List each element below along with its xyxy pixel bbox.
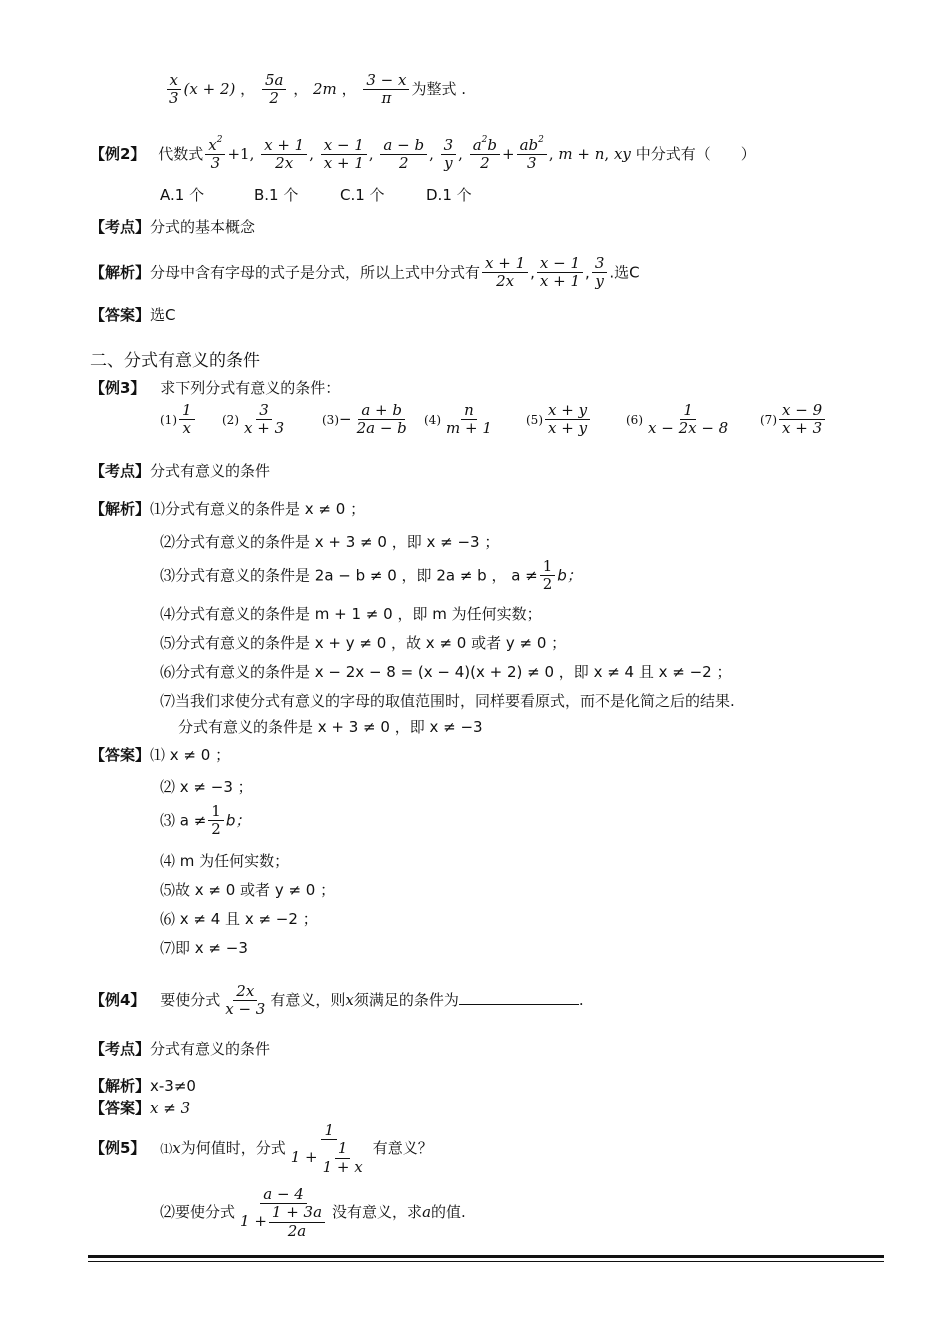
example-3-answer-2: ⑵ x ≠ −3 ； — [160, 778, 253, 796]
fraction: $\frac{x^2}{3}$ — [205, 137, 225, 173]
example-3-analysis-6: ⑹分式有意义的条件是 x − 2x − 8 = (x − 4)(x + 2) ≠ 0 ，即 x ≠ 4 且 x ≠ −2 ； — [160, 663, 732, 681]
example-4-analysis: 【解析】x-3≠0 — [90, 1077, 196, 1095]
fraction: $\frac{x - 9}{x + 3}$ — [779, 402, 825, 438]
example-3-analysis-3: ⑶分式有意义的条件是 2a − b ≠ 0 ，即 2a ≠ b ， a ≠ $\frac{1}{2}$ b； — [160, 557, 582, 594]
example-3-analysis-5: ⑸分式有意义的条件是 x + y ≠ 0 ，故 x ≠ 0 或者 y ≠ 0 ； — [160, 634, 567, 652]
fraction: $\frac{3}{y}$ — [441, 137, 457, 173]
example-3-answer-6: ⑹ x ≠ 4 且 x ≠ −2 ； — [160, 910, 318, 928]
example-2-topic: 【考点】分式的基本概念 — [90, 218, 256, 236]
fraction: $\frac{1}{2}$ — [208, 803, 224, 839]
fraction: $\frac{x - 1}{x + 1}$ — [537, 255, 583, 291]
example-5-question-2: ⑵要使分式 a − 4 1 + $\frac{1 + 3a}{2a}$ 没有意义，求a的值. — [160, 1185, 466, 1240]
fraction: $\frac{3}{y}$ — [592, 255, 608, 291]
footer-rule-thin — [88, 1261, 884, 1262]
fraction: $\frac{x + 1}{2x}$ — [482, 255, 528, 291]
example-3-answer-5: ⑸故 x ≠ 0 或者 y ≠ 0 ； — [160, 881, 336, 899]
example-2-answer: 【答案】选C — [90, 306, 176, 324]
fraction: $\frac{x}{3}$ — [166, 72, 182, 108]
fraction: $\frac{a - b}{2}$ — [380, 137, 427, 173]
example-3-question: 【例3】 求下列分式有意义的条件： — [90, 379, 341, 397]
example-2-analysis: 【解析】分母中含有字母的式子是分式，所以上式中分式有 $\frac{x + 1}{2x}$ , $\frac{x - 1}{x + 1}$ , $\frac{3}{y}$ .选C — [90, 254, 640, 291]
fraction: $\frac{a + b}{2a - b}$ — [356, 401, 407, 438]
nested-fraction: 1 1 + $\frac{1}{1 + x}$ — [290, 1121, 363, 1176]
example-3-analysis-4: ⑷分式有意义的条件是 m + 1 ≠ 0 ，即 m 为任何实数； — [160, 605, 542, 623]
example-3-analysis-8: 分式有意义的条件是 x + 3 ≠ 0 ，即 x ≠ −3 — [178, 718, 483, 736]
integral-expressions-line: $\frac{x}{3}$ (x + 2) ， $\frac{5a}{2}$ ， 2m ， $\frac{3 - x}{\pi}$ 为整式 . — [164, 72, 466, 108]
example-3-analysis-2: ⑵分式有意义的条件是 x + 3 ≠ 0 ，即 x ≠ −3 ； — [160, 533, 500, 551]
example-3-answer-1: 【答案】⑴ x ≠ 0 ； — [90, 746, 231, 764]
fraction: $\frac{n}{m + 1}$ — [446, 401, 492, 438]
fraction: $\frac{1}{x}$ — [179, 402, 195, 438]
example-3-analysis-1: 【解析】⑴分式有意义的条件是 x ≠ 0 ； — [90, 500, 366, 518]
example-3-answer-7: ⑺即 x ≠ −3 — [160, 939, 248, 957]
fraction: $\frac{x + y}{x + y}$ — [545, 402, 590, 438]
example-4-topic: 【考点】分式有意义的条件 — [90, 1040, 271, 1058]
fraction: $\frac{ab^2}{3}$ — [517, 137, 547, 173]
fraction: $\frac{3}{x + 3}$ — [244, 401, 285, 438]
example-4-question: 【例4】 要使分式 $\frac{2x}{x - 3}$ 有意义，则x须满足的条件为 . — [90, 982, 584, 1019]
fraction: $\frac{x + 1}{2x}$ — [261, 137, 307, 173]
fraction: $\frac{5a}{2}$ — [262, 72, 287, 108]
fraction: $\frac{x - 1}{x + 1}$ — [321, 137, 367, 173]
answer-blank — [459, 990, 579, 1005]
example-4-answer: 【答案】x ≠ 3 — [90, 1099, 191, 1117]
example-3-answer-3: ⑶ a ≠ $\frac{1}{2}$ b； — [160, 802, 251, 839]
example-2-options: A.1 个 B.1 个 C.1 个 D.1 个 — [160, 186, 472, 204]
example-3-analysis-7: ⑺当我们求使分式有意义的字母的取值范围时，同样要看原式，而不是化简之后的结果. — [160, 692, 735, 710]
fraction: $\frac{2x}{x - 3}$ — [225, 982, 266, 1019]
example-5-question-1: 【例5】 ⑴x为何值时，分式 1 1 + $\frac{1}{1 + x}$ 有意义？ — [90, 1121, 433, 1176]
nested-fraction: a − 4 1 + $\frac{1 + 3a}{2a}$ — [237, 1186, 330, 1240]
example-3-topic: 【考点】分式有意义的条件 — [90, 462, 271, 480]
footer-rule — [88, 1255, 884, 1258]
example-2-question: 【例2】 代数式 $\frac{x^2}{3}$ +1, $\frac{x + 1}{2x}$ , $\frac{x - 1}{x + 1}$ , $\frac{a - b}{2}$ , $\frac{3}{y}$ , $\frac{a^2b}{2}$ + $\frac{ab^2}{3}$ , m + n, xy 中分式有（ ） — [90, 135, 756, 173]
fraction: $\frac{1}{2}$ — [540, 558, 556, 594]
fraction: $\frac{3 - x}{\pi}$ — [363, 72, 409, 108]
fraction: $\frac{a^2b}{2}$ — [470, 137, 500, 173]
fraction: $\frac{1}{x - 2x - 8}$ — [648, 401, 729, 438]
example-3-items: (1) $\frac{1}{x}$ (2) $\frac{3}{x + 3}$ (3)− $\frac{a + b}{2a - b}$ (4) $\frac{n}{m + 1}$ (5) $\frac{x + y}{x + y}$ (6) $\frac{1}{x - 2x - 8}$ (7) $\frac{x - 9}{x + 3}$ — [160, 402, 827, 438]
example-3-answer-4: ⑷ m 为任何实数； — [160, 852, 290, 870]
section-title: 二、分式有意义的条件 — [90, 351, 260, 371]
